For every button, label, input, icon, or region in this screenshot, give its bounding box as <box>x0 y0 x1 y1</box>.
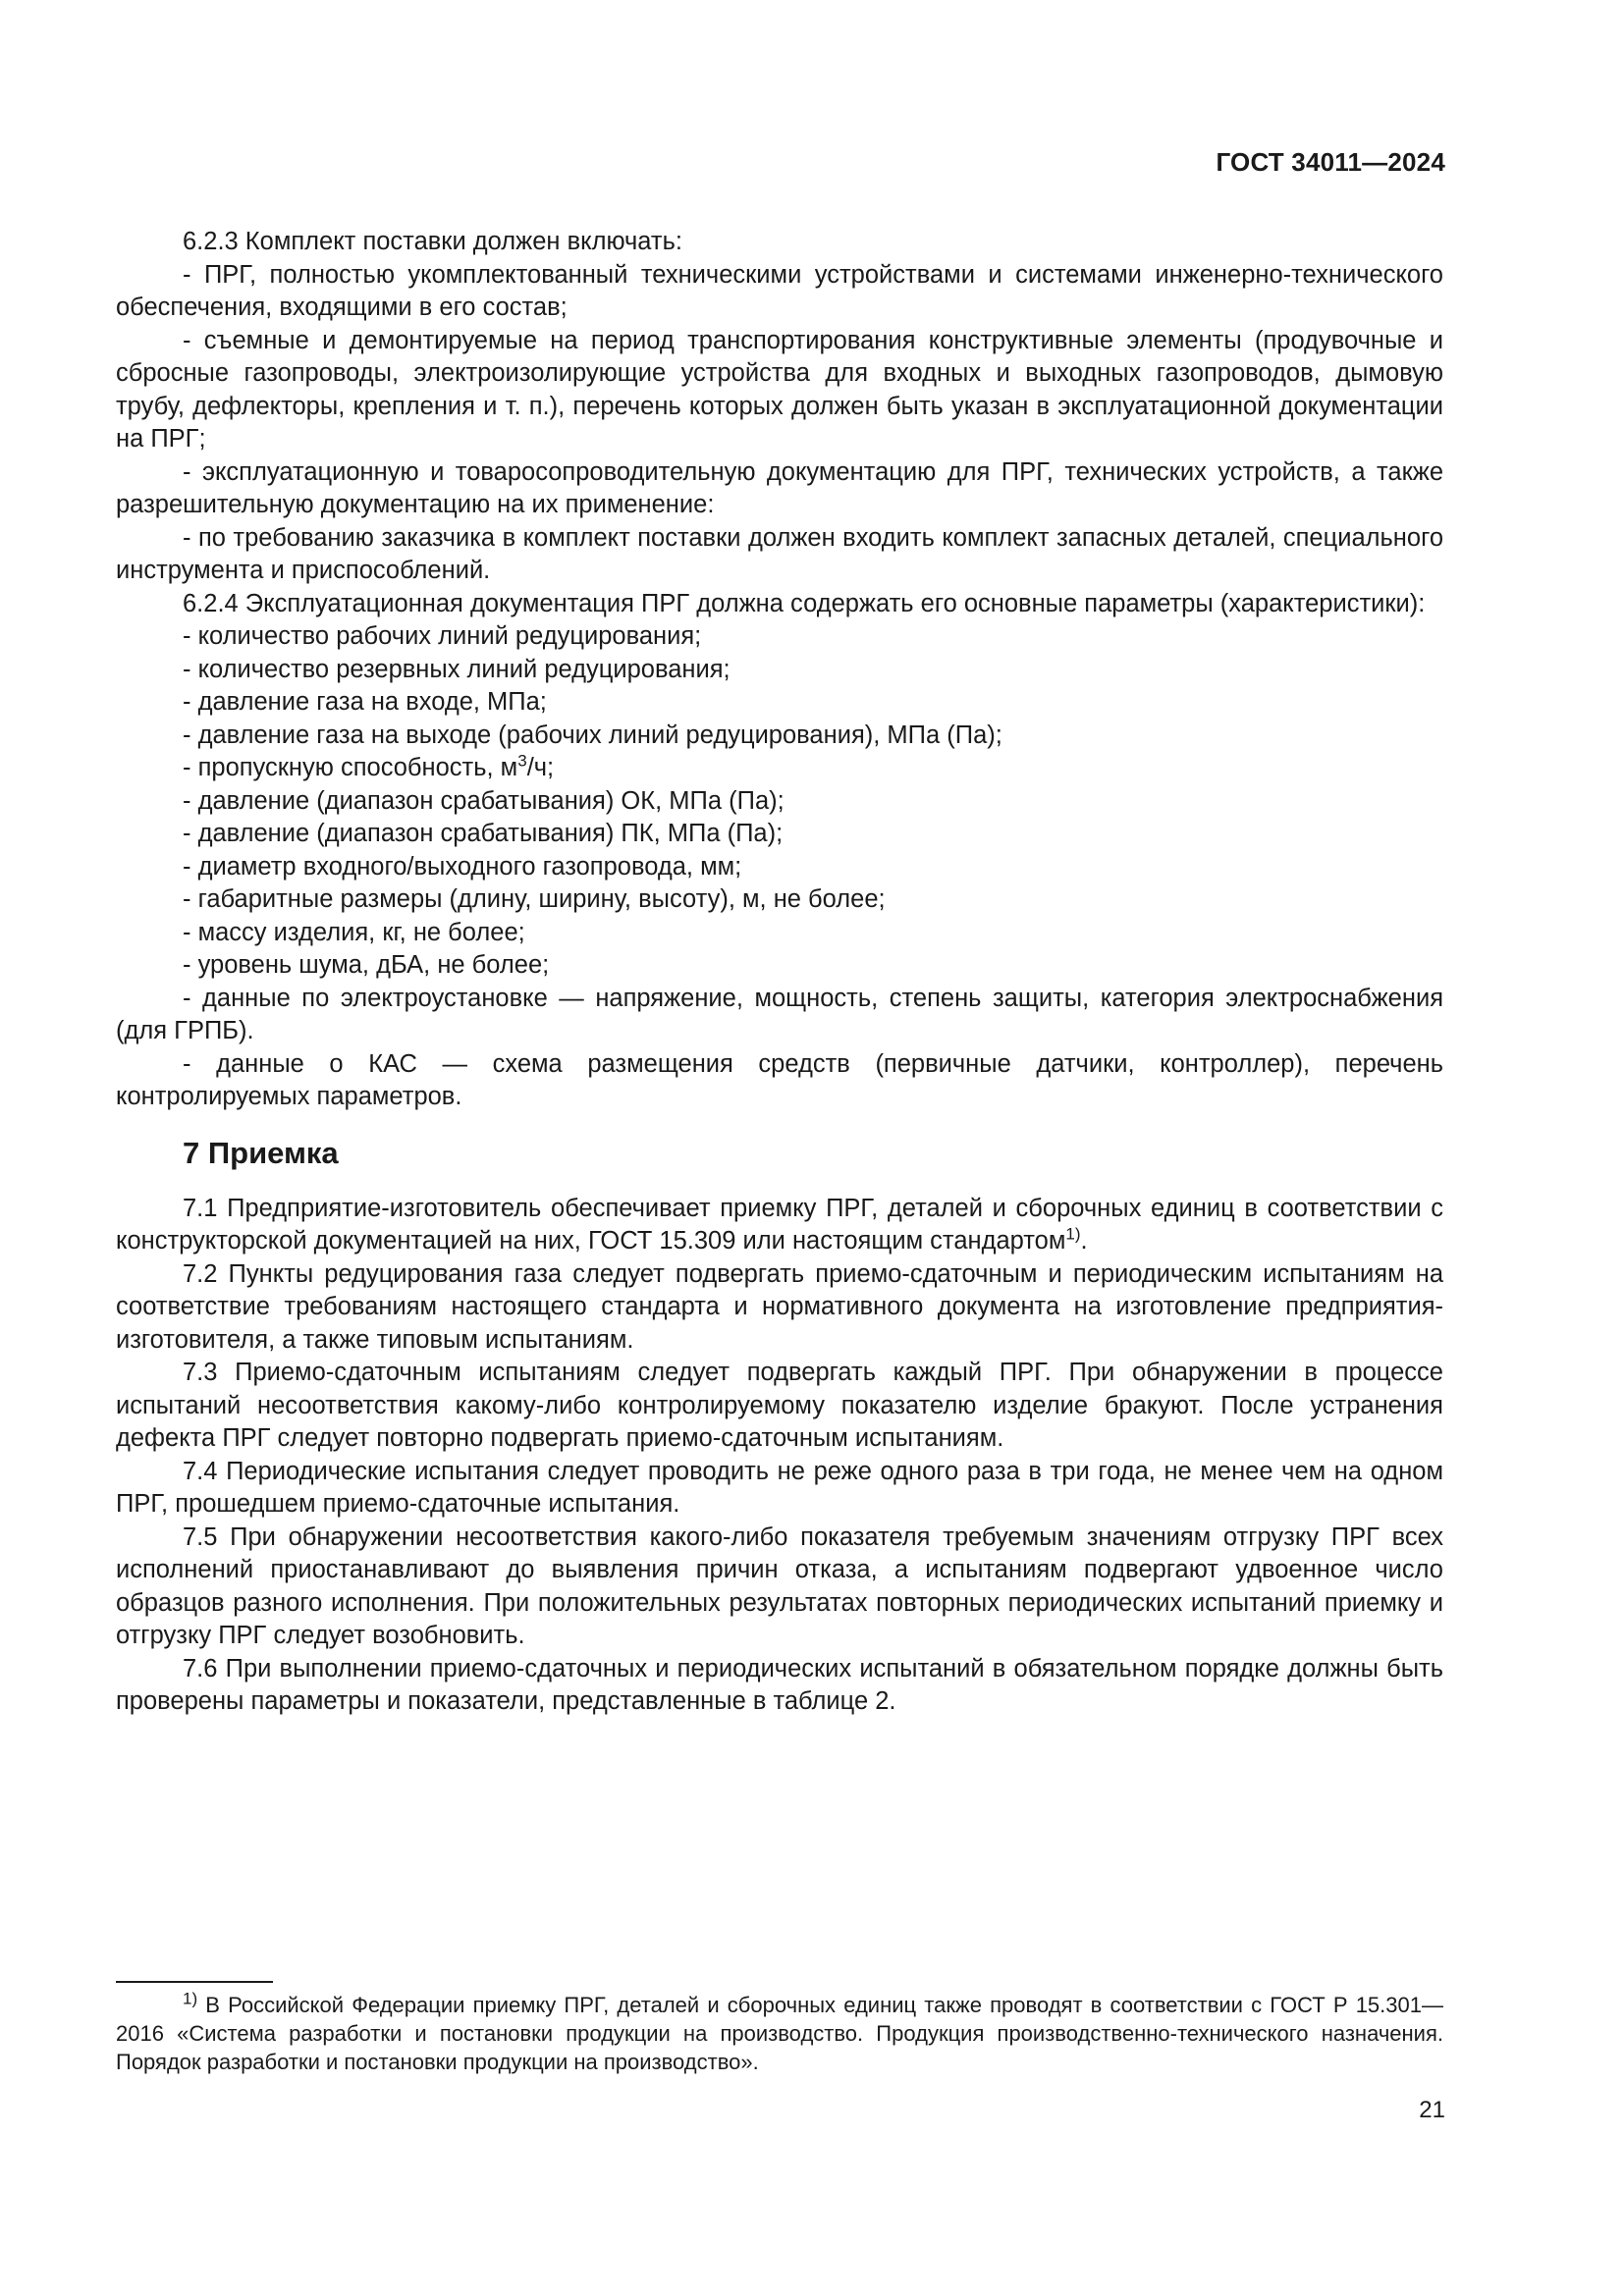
footnote <box>116 1991 1443 2076</box>
list-item: - количество рабочих линий редуцирования; <box>183 622 702 650</box>
list-item-throughput <box>116 752 1443 785</box>
footnote-text: В Российской Федерации приемку ПРГ, деталей и сборочных единиц также проводят в соответствии с ГОСТ Р 15.301—2016 «Система разработки и постановки продукции на производство. Продукция производственно-технического назначения. Порядок разработки и постановки продукции на производство». <box>116 1993 1443 2074</box>
paragraph-7-1-end: . <box>1080 1227 1088 1255</box>
paragraph-7-1-text: 7.1 Предприятие-изготовитель обеспечивает приемку ПРГ, деталей и сборочных единиц в соответствии с конструкторской документацией на них, ГОСТ 15.309 или настоящим стандартом <box>116 1194 1443 1255</box>
paragraph-6-2-4: 6.2.4 Эксплуатационная документация ПРГ должна содержать его основные параметры (характеристики): <box>183 589 1426 617</box>
list-item: - ПРГ, полностью укомплектованный техническими устройствами и системами инженерно-технического обеспечения, входящими в его состав; <box>116 260 1443 321</box>
footnote-marker: 1) <box>183 1989 198 2008</box>
list-item: - давление газа на выходе (рабочих линий редуцирования), МПа (Па); <box>183 721 1002 749</box>
list-item: - съемные и демонтируемые на период транспортирования конструктивные элементы (продувочные и сбросные газопроводы, электроизолирующие устройства для входных и выходных газопроводов, дымовую трубу, дефлекторы, крепления и т. п.), перечень которых должен быть указан в эксплуатационной документации на ПРГ; <box>116 326 1443 453</box>
cubic-superscript: 3 <box>517 751 527 771</box>
list-item: - по требованию заказчика в комплект поставки должен входить комплект запасных деталей, специального инструмента и приспособлений. <box>116 523 1443 584</box>
page-content <box>116 226 1443 1719</box>
paragraph-7-1 <box>116 1193 1443 1258</box>
footnote-divider <box>116 1981 273 1983</box>
list-item: - данные о КАС — схема размещения средств (первичные датчики, контроллер), перечень контролируемых параметров. <box>116 1049 1443 1110</box>
list-item: - габаритные размеры (длину, ширину, высоту), м, не более; <box>183 885 886 913</box>
document-header: ГОСТ 34011—2024 <box>1216 147 1445 177</box>
page-number: 21 <box>1419 2097 1445 2123</box>
paragraph-7-4: 7.4 Периодические испытания следует проводить не реже одного раза в три года, не менее чем на одном ПРГ, прошедшем приемо-сдаточные испытания. <box>116 1457 1443 1518</box>
paragraph-7-2: 7.2 Пункты редуцирования газа следует подвергать приемо-сдаточным и периодическим испытаниям на соответствие требованиям настоящего стандарта и нормативного документа на изготовление предприятия-изготовителя, а также типовым испытаниям. <box>116 1259 1443 1354</box>
paragraph-7-5: 7.5 При обнаружении несоответствия какого-либо показателя требуемым значениям отгрузку ПРГ всех исполнений приостанавливают до выявления причин отказа, а испытаниям подвергают удвоенное число образцов разного исполнения. При положительных результатах повторных периодических испытаний приемку и отгрузку ПРГ следует возобновить. <box>116 1522 1443 1649</box>
paragraph-6-2-3: 6.2.3 Комплект поставки должен включать: <box>183 228 682 255</box>
list-item: - давление (диапазон срабатывания) ОК, МПа (Па); <box>183 786 785 815</box>
throughput-prefix: - пропускную способность, м <box>183 754 518 781</box>
list-item: - диаметр входного/выходного газопровода, мм; <box>183 852 742 881</box>
paragraph-7-3: 7.3 Приемо-сдаточным испытаниям следует подвергать каждый ПРГ. При обнаружении в процессе испытаний несоответствия какому-либо контролируемому показателю изделие бракуют. После устранения дефекта ПРГ следует повторно подвергать приемо-сдаточным испытаниям. <box>116 1359 1443 1452</box>
list-item: - давление (диапазон срабатывания) ПК, МПа (Па); <box>183 820 784 847</box>
section-title: 7 Приемка <box>183 1135 339 1170</box>
throughput-suffix: /ч; <box>526 754 555 781</box>
list-item: - данные по электроустановке — напряжение, мощность, степень защиты, категория электроснабжения (для ГРПБ). <box>116 984 1443 1044</box>
footnote-reference[interactable]: 1) <box>1065 1224 1081 1244</box>
list-item: - давление газа на входе, МПа; <box>183 688 547 716</box>
list-item: - количество резервных линий редуцирования; <box>183 655 731 683</box>
paragraph-7-6: 7.6 При выполнении приемо-сдаточных и периодических испытаний в обязательном порядке должны быть проверены параметры и показатели, представленные в таблице 2. <box>116 1654 1443 1715</box>
list-item: - массу изделия, кг, не более; <box>183 918 525 946</box>
list-item: - эксплуатационную и товаросопроводительную документацию для ПРГ, технических устройств, а также разрешительную документацию на их применение: <box>116 457 1443 518</box>
list-item: - уровень шума, дБА, не более; <box>183 951 550 979</box>
